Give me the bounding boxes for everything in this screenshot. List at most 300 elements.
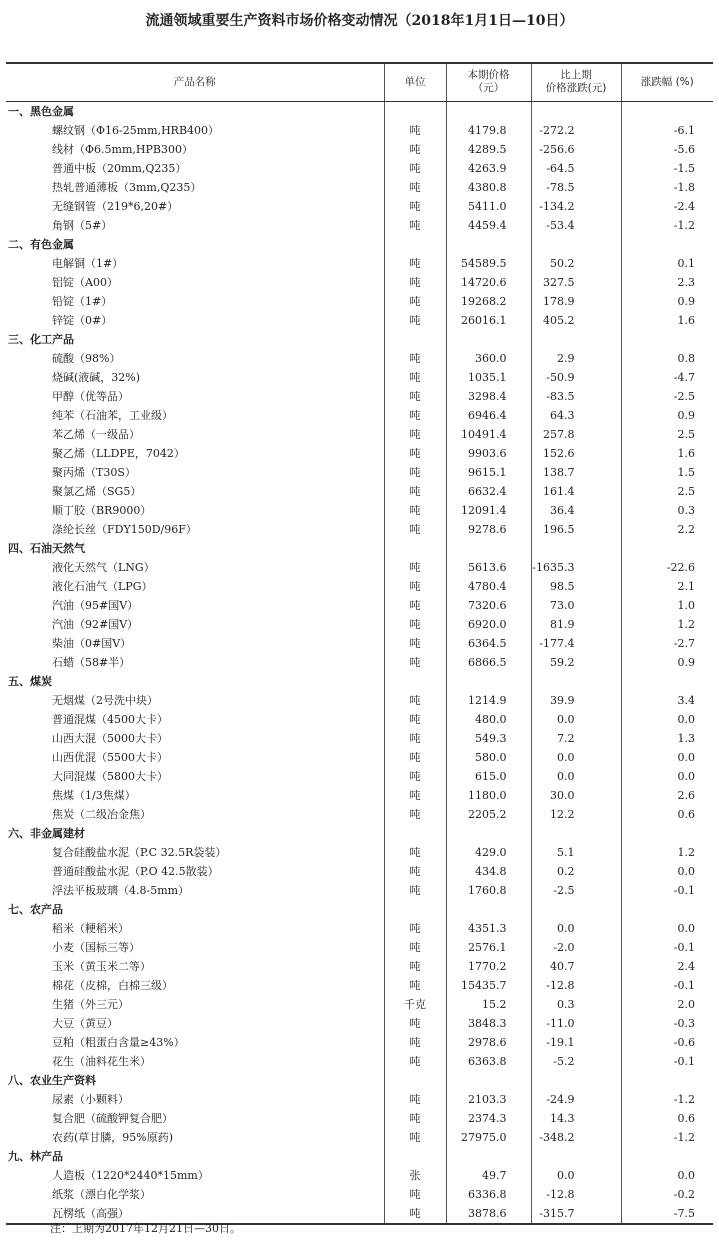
unit-cell: 吨 bbox=[384, 349, 446, 368]
table-row bbox=[6, 615, 713, 634]
category-label: 二、有色金属 bbox=[8, 237, 74, 251]
change-percent-cell: 2.6 bbox=[621, 786, 713, 805]
price-change-cell: -12.8 bbox=[531, 1185, 621, 1204]
change-percent-cell: 0.9 bbox=[621, 292, 713, 311]
product-name-cell: 聚乙烯（LLDPE，7042） bbox=[52, 446, 185, 460]
price-cell: 480.0 bbox=[446, 710, 531, 729]
empty-cell bbox=[384, 672, 446, 691]
price-cell: 4780.4 bbox=[446, 577, 531, 596]
price-cell: 2103.3 bbox=[446, 1090, 531, 1109]
price-change-cell: 81.9 bbox=[531, 615, 621, 634]
price-cell: 434.8 bbox=[446, 862, 531, 881]
price-cell: 6336.8 bbox=[446, 1185, 531, 1204]
table-row bbox=[6, 596, 713, 615]
price-change-cell: -134.2 bbox=[531, 197, 621, 216]
product-name-cell: 焦煤（1/3焦煤） bbox=[52, 788, 136, 802]
change-percent-cell: 0.6 bbox=[621, 1109, 713, 1128]
empty-cell bbox=[446, 1147, 531, 1166]
product-name-cell: 瓦楞纸（高强） bbox=[6, 1204, 384, 1224]
table-row bbox=[6, 805, 713, 824]
unit-cell: 吨 bbox=[384, 1204, 446, 1224]
price-change-cell: -53.4 bbox=[531, 216, 621, 235]
unit-cell: 吨 bbox=[384, 368, 446, 387]
table-row bbox=[6, 292, 713, 311]
change-percent-cell: 3.4 bbox=[621, 691, 713, 710]
price-change-cell: 30.0 bbox=[531, 786, 621, 805]
table-row bbox=[6, 406, 713, 425]
change-percent-cell: -2.5 bbox=[621, 387, 713, 406]
empty-cell bbox=[531, 101, 621, 121]
empty-cell bbox=[531, 539, 621, 558]
page-title: 流通领域重要生产资料市场价格变动情况（2018年1月1日—10日） bbox=[145, 13, 574, 29]
footnote: 注：上期为2017年12月21日—30日。 bbox=[50, 1222, 241, 1235]
price-change-cell: 0.0 bbox=[531, 767, 621, 786]
empty-cell bbox=[384, 900, 446, 919]
price-cell: 3298.4 bbox=[446, 387, 531, 406]
product-name-cell: 液化石油气（LPG） bbox=[52, 579, 153, 593]
change-percent-cell: -7.5 bbox=[621, 1204, 713, 1224]
change-percent-cell: 0.3 bbox=[621, 501, 713, 520]
price-cell: 6920.0 bbox=[446, 615, 531, 634]
change-percent-cell: -4.7 bbox=[621, 368, 713, 387]
table-row bbox=[6, 1185, 713, 1204]
change-percent-cell: -6.1 bbox=[621, 121, 713, 140]
unit-cell: 吨 bbox=[384, 292, 446, 311]
product-name-cell: 苯乙烯（一级品） bbox=[52, 427, 140, 441]
price-change-cell: 5.1 bbox=[531, 843, 621, 862]
price-cell: 1180.0 bbox=[446, 786, 531, 805]
price-cell: 4289.5 bbox=[446, 140, 531, 159]
unit-cell: 吨 bbox=[384, 178, 446, 197]
price-cell: 1214.9 bbox=[446, 691, 531, 710]
change-percent-cell: -1.8 bbox=[621, 178, 713, 197]
header-unit: 单位 bbox=[384, 63, 446, 101]
price-change-cell: 152.6 bbox=[531, 444, 621, 463]
price-cell: 54589.5 bbox=[446, 254, 531, 273]
price-cell: 1035.1 bbox=[446, 368, 531, 387]
product-name-cell: 无缝钢管（219*6,20#） bbox=[52, 199, 179, 213]
category-row bbox=[6, 672, 713, 691]
empty-cell bbox=[531, 235, 621, 254]
price-cell: 6632.4 bbox=[446, 482, 531, 501]
price-cell: 49.7 bbox=[446, 1166, 531, 1185]
unit-cell: 吨 bbox=[384, 805, 446, 824]
empty-cell bbox=[384, 101, 446, 121]
change-percent-cell: 0.0 bbox=[621, 748, 713, 767]
product-name-cell: 液化天然气（LNG） bbox=[52, 560, 155, 574]
price-cell: 2374.3 bbox=[446, 1109, 531, 1128]
table-row bbox=[6, 501, 713, 520]
empty-cell bbox=[621, 1147, 713, 1166]
unit-cell: 吨 bbox=[384, 710, 446, 729]
change-percent-cell: -0.6 bbox=[621, 1033, 713, 1052]
price-change-cell: 0.0 bbox=[531, 919, 621, 938]
empty-cell bbox=[384, 1071, 446, 1090]
price-change-cell: -272.2 bbox=[531, 121, 621, 140]
price-change-cell: -78.5 bbox=[531, 178, 621, 197]
price-change-cell: 161.4 bbox=[531, 482, 621, 501]
price-cell: 7320.6 bbox=[446, 596, 531, 615]
empty-cell bbox=[621, 539, 713, 558]
category-row bbox=[6, 1147, 713, 1166]
price-change-cell: -24.9 bbox=[531, 1090, 621, 1109]
empty-cell bbox=[531, 900, 621, 919]
empty-cell bbox=[621, 900, 713, 919]
product-name-cell: 生猪（外三元） bbox=[52, 997, 129, 1011]
unit-cell: 吨 bbox=[384, 425, 446, 444]
price-cell: 1770.2 bbox=[446, 957, 531, 976]
unit-cell: 吨 bbox=[384, 919, 446, 938]
table-row bbox=[6, 634, 713, 653]
table-row bbox=[6, 843, 713, 862]
table-row bbox=[6, 1090, 713, 1109]
price-cell: 2576.1 bbox=[446, 938, 531, 957]
empty-cell bbox=[446, 235, 531, 254]
change-percent-cell: 1.5 bbox=[621, 463, 713, 482]
price-change-cell: -177.4 bbox=[531, 634, 621, 653]
product-name-cell: 小麦（国标三等） bbox=[52, 940, 140, 954]
change-percent-cell: 0.9 bbox=[621, 653, 713, 672]
table-row bbox=[6, 444, 713, 463]
table-row bbox=[6, 748, 713, 767]
unit-cell: 吨 bbox=[384, 1128, 446, 1147]
change-percent-cell: 0.0 bbox=[621, 919, 713, 938]
unit-cell: 吨 bbox=[384, 862, 446, 881]
product-name-cell: 焦炭（二级冶金焦） bbox=[52, 807, 151, 821]
price-change-cell: 73.0 bbox=[531, 596, 621, 615]
price-cell: 14720.6 bbox=[446, 273, 531, 292]
change-percent-cell: 1.6 bbox=[621, 311, 713, 330]
unit-cell: 吨 bbox=[384, 121, 446, 140]
table-row bbox=[6, 1166, 713, 1185]
unit-cell: 吨 bbox=[384, 387, 446, 406]
price-change-cell: -83.5 bbox=[531, 387, 621, 406]
change-percent-cell: 2.1 bbox=[621, 577, 713, 596]
table-row bbox=[6, 311, 713, 330]
change-percent-cell: 2.5 bbox=[621, 482, 713, 501]
price-change-cell: 2.9 bbox=[531, 349, 621, 368]
unit-cell: 千克 bbox=[384, 995, 446, 1014]
price-cell: 15.2 bbox=[446, 995, 531, 1014]
change-percent-cell: 0.0 bbox=[621, 862, 713, 881]
product-name-cell: 石蜡（58#半） bbox=[52, 655, 131, 669]
price-cell: 4351.3 bbox=[446, 919, 531, 938]
unit-cell: 吨 bbox=[384, 1033, 446, 1052]
header-change-percent: 涨跌幅 (%) bbox=[621, 63, 713, 101]
table-row bbox=[6, 1052, 713, 1071]
product-name-cell: 锌锭（0#） bbox=[52, 313, 113, 327]
category-label: 九、林产品 bbox=[8, 1149, 63, 1163]
price-change-cell: -12.8 bbox=[531, 976, 621, 995]
table-row bbox=[6, 995, 713, 1014]
price-change-cell: -348.2 bbox=[531, 1128, 621, 1147]
table-row bbox=[6, 159, 713, 178]
change-percent-cell: -0.1 bbox=[621, 976, 713, 995]
table-row bbox=[6, 197, 713, 216]
change-percent-cell: 2.5 bbox=[621, 425, 713, 444]
price-change-cell: 405.2 bbox=[531, 311, 621, 330]
unit-cell: 吨 bbox=[384, 197, 446, 216]
empty-cell bbox=[531, 1071, 621, 1090]
product-name-cell: 大豆（黄豆） bbox=[52, 1016, 118, 1030]
product-name-cell: 豆粕（粗蛋白含量≥43%） bbox=[52, 1035, 185, 1049]
table-row bbox=[6, 1033, 713, 1052]
table-row bbox=[6, 767, 713, 786]
product-name-cell: 聚丙烯（T30S） bbox=[52, 465, 136, 479]
price-cell: 615.0 bbox=[446, 767, 531, 786]
empty-cell bbox=[446, 672, 531, 691]
table-row bbox=[6, 881, 713, 900]
price-change-cell: 0.0 bbox=[531, 748, 621, 767]
product-name-cell: 山西优混（5500大卡） bbox=[52, 750, 168, 764]
table-row bbox=[6, 938, 713, 957]
product-name-cell: 铝锭（A00） bbox=[52, 275, 118, 289]
unit-cell: 吨 bbox=[384, 463, 446, 482]
product-name-cell: 复合硅酸盐水泥（P.C 32.5R袋装） bbox=[52, 845, 227, 859]
unit-cell: 吨 bbox=[384, 976, 446, 995]
change-percent-cell: -1.2 bbox=[621, 216, 713, 235]
unit-cell: 张 bbox=[384, 1166, 446, 1185]
unit-cell: 吨 bbox=[384, 558, 446, 577]
empty-cell bbox=[446, 539, 531, 558]
category-label: 八、农业生产资料 bbox=[8, 1073, 96, 1087]
unit-cell: 吨 bbox=[384, 406, 446, 425]
category-label: 四、石油天然气 bbox=[8, 541, 85, 555]
empty-cell bbox=[446, 824, 531, 843]
category-row bbox=[6, 1071, 713, 1090]
empty-cell bbox=[384, 330, 446, 349]
change-percent-cell: -0.1 bbox=[621, 938, 713, 957]
price-change-cell: -50.9 bbox=[531, 368, 621, 387]
price-change-cell: -5.2 bbox=[531, 1052, 621, 1071]
change-percent-cell: 1.3 bbox=[621, 729, 713, 748]
category-row bbox=[6, 900, 713, 919]
product-name-cell: 顺丁胶（BR9000） bbox=[52, 503, 152, 517]
price-change-cell: 98.5 bbox=[531, 577, 621, 596]
change-percent-cell: 0.6 bbox=[621, 805, 713, 824]
empty-cell bbox=[446, 1071, 531, 1090]
table-row bbox=[6, 653, 713, 672]
change-percent-cell: -1.5 bbox=[621, 159, 713, 178]
unit-cell: 吨 bbox=[384, 216, 446, 235]
product-name-cell: 花生（油料花生米） bbox=[52, 1054, 151, 1068]
change-percent-cell: -1.2 bbox=[621, 1128, 713, 1147]
change-percent-cell: 0.0 bbox=[621, 767, 713, 786]
price-cell: 6946.4 bbox=[446, 406, 531, 425]
table-row bbox=[6, 273, 713, 292]
table-row bbox=[6, 349, 713, 368]
price-cell: 3878.6 bbox=[446, 1204, 531, 1224]
unit-cell: 吨 bbox=[384, 748, 446, 767]
unit-cell: 吨 bbox=[384, 615, 446, 634]
price-change-cell: 40.7 bbox=[531, 957, 621, 976]
empty-cell bbox=[531, 1147, 621, 1166]
empty-cell bbox=[621, 101, 713, 121]
price-cell: 6866.5 bbox=[446, 653, 531, 672]
unit-cell: 吨 bbox=[384, 938, 446, 957]
price-cell: 6364.5 bbox=[446, 634, 531, 653]
product-name-cell: 浮法平板玻璃（4.8-5mm） bbox=[52, 883, 190, 897]
change-percent-cell: -0.1 bbox=[621, 1052, 713, 1071]
price-change-cell: 50.2 bbox=[531, 254, 621, 273]
change-percent-cell: -0.1 bbox=[621, 881, 713, 900]
product-name-cell: 汽油（95#国Ⅴ） bbox=[52, 598, 139, 612]
table-row bbox=[6, 520, 713, 539]
empty-cell bbox=[384, 1147, 446, 1166]
table-row bbox=[6, 1109, 713, 1128]
product-name-cell: 无烟煤（2号洗中块） bbox=[52, 693, 158, 707]
table-row bbox=[6, 178, 713, 197]
change-percent-cell: 1.2 bbox=[621, 615, 713, 634]
change-percent-cell: 0.0 bbox=[621, 1166, 713, 1185]
price-cell: 6363.8 bbox=[446, 1052, 531, 1071]
empty-cell bbox=[384, 235, 446, 254]
product-name-cell: 电解铜（1#） bbox=[52, 256, 124, 270]
empty-cell bbox=[446, 900, 531, 919]
price-change-cell: 178.9 bbox=[531, 292, 621, 311]
price-change-cell: 138.7 bbox=[531, 463, 621, 482]
price-change-cell: 36.4 bbox=[531, 501, 621, 520]
unit-cell: 吨 bbox=[384, 767, 446, 786]
empty-cell bbox=[446, 101, 531, 121]
change-percent-cell: 0.1 bbox=[621, 254, 713, 273]
product-name-cell: 铅锭（1#） bbox=[52, 294, 113, 308]
product-name-cell: 人造板（1220*2440*15mm） bbox=[52, 1168, 209, 1182]
unit-cell: 吨 bbox=[384, 254, 446, 273]
price-cell: 360.0 bbox=[446, 349, 531, 368]
price-change-cell: -2.5 bbox=[531, 881, 621, 900]
product-name-cell: 聚氯乙烯（SG5） bbox=[52, 484, 142, 498]
category-row bbox=[6, 539, 713, 558]
empty-cell bbox=[384, 539, 446, 558]
price-change-cell: 59.2 bbox=[531, 653, 621, 672]
empty-cell bbox=[621, 330, 713, 349]
category-label: 六、非金属建材 bbox=[8, 826, 85, 840]
table-row bbox=[6, 558, 713, 577]
price-change-cell: 64.3 bbox=[531, 406, 621, 425]
change-percent-cell: 2.3 bbox=[621, 273, 713, 292]
change-percent-cell: 0.8 bbox=[621, 349, 713, 368]
price-change-cell: -256.6 bbox=[531, 140, 621, 159]
table-row bbox=[6, 254, 713, 273]
product-name-cell: 涤纶长丝（FDY150D/96F） bbox=[52, 522, 197, 536]
price-change-cell: -19.1 bbox=[531, 1033, 621, 1052]
product-name-cell: 山西大混（5000大卡） bbox=[52, 731, 168, 745]
category-row bbox=[6, 101, 713, 121]
product-name-cell: 热轧普通薄板（3mm,Q235） bbox=[52, 180, 202, 194]
table-row bbox=[6, 919, 713, 938]
change-percent-cell: -0.2 bbox=[621, 1185, 713, 1204]
change-percent-cell: 0.9 bbox=[621, 406, 713, 425]
empty-cell bbox=[446, 330, 531, 349]
price-cell: 2205.2 bbox=[446, 805, 531, 824]
unit-cell: 吨 bbox=[384, 444, 446, 463]
table-row bbox=[6, 425, 713, 444]
table-row bbox=[6, 786, 713, 805]
price-change-cell: -2.0 bbox=[531, 938, 621, 957]
change-percent-cell: 0.0 bbox=[621, 710, 713, 729]
unit-cell: 吨 bbox=[384, 311, 446, 330]
product-name-cell: 线材（Φ6.5mm,HPB300） bbox=[52, 142, 193, 156]
change-percent-cell: -1.2 bbox=[621, 1090, 713, 1109]
empty-cell bbox=[531, 672, 621, 691]
product-name-cell: 甲醇（优等品） bbox=[52, 389, 129, 403]
empty-cell bbox=[531, 330, 621, 349]
price-cell: 9615.1 bbox=[446, 463, 531, 482]
price-cell: 4380.8 bbox=[446, 178, 531, 197]
unit-cell: 吨 bbox=[384, 1185, 446, 1204]
unit-cell: 吨 bbox=[384, 140, 446, 159]
product-name-cell: 棉花（皮棉，白棉三级） bbox=[52, 978, 173, 992]
table-row bbox=[6, 1014, 713, 1033]
unit-cell: 吨 bbox=[384, 159, 446, 178]
product-name-cell: 普通混煤（4500大卡） bbox=[52, 712, 168, 726]
product-name-cell: 纯苯（石油苯，工业级） bbox=[52, 408, 173, 422]
unit-cell: 吨 bbox=[384, 786, 446, 805]
table-row bbox=[6, 577, 713, 596]
price-cell: 5613.6 bbox=[446, 558, 531, 577]
product-name-cell: 大同混煤（5800大卡） bbox=[52, 769, 168, 783]
unit-cell: 吨 bbox=[384, 1109, 446, 1128]
table-row bbox=[6, 976, 713, 995]
unit-cell: 吨 bbox=[384, 1090, 446, 1109]
table-row bbox=[6, 121, 713, 140]
product-name-cell: 玉米（黄玉米二等） bbox=[52, 959, 151, 973]
category-row bbox=[6, 824, 713, 843]
price-change-cell: 7.2 bbox=[531, 729, 621, 748]
price-change-cell: 0.0 bbox=[531, 710, 621, 729]
product-name-cell: 纸浆（漂白化学浆） bbox=[52, 1187, 151, 1201]
price-cell: 26016.1 bbox=[446, 311, 531, 330]
category-row bbox=[6, 235, 713, 254]
price-change-cell: 196.5 bbox=[531, 520, 621, 539]
price-cell: 5411.0 bbox=[446, 197, 531, 216]
price-cell: 10491.4 bbox=[446, 425, 531, 444]
product-name-cell: 复合肥（硫酸钾复合肥） bbox=[52, 1111, 173, 1125]
product-name-cell: 汽油（92#国Ⅴ） bbox=[52, 617, 139, 631]
price-cell: 19268.2 bbox=[446, 292, 531, 311]
price-change-cell: -11.0 bbox=[531, 1014, 621, 1033]
category-row bbox=[6, 330, 713, 349]
product-name-cell: 烧碱(液碱，32%) bbox=[52, 370, 141, 384]
unit-cell: 吨 bbox=[384, 1052, 446, 1071]
unit-cell: 吨 bbox=[384, 634, 446, 653]
table-header-row bbox=[6, 63, 713, 101]
category-label: 五、煤炭 bbox=[8, 674, 52, 688]
unit-cell: 吨 bbox=[384, 843, 446, 862]
price-cell: 580.0 bbox=[446, 748, 531, 767]
price-cell: 15435.7 bbox=[446, 976, 531, 995]
product-name-cell: 硫酸（98%） bbox=[52, 351, 121, 365]
price-cell: 9903.6 bbox=[446, 444, 531, 463]
unit-cell: 吨 bbox=[384, 653, 446, 672]
price-cell: 429.0 bbox=[446, 843, 531, 862]
change-percent-cell: 2.2 bbox=[621, 520, 713, 539]
price-change-cell: 0.0 bbox=[531, 1166, 621, 1185]
change-percent-cell: -22.6 bbox=[621, 558, 713, 577]
price-cell: 3848.3 bbox=[446, 1014, 531, 1033]
category-label: 七、农产品 bbox=[8, 902, 63, 916]
price-change-cell: -315.7 bbox=[531, 1204, 621, 1224]
table-row bbox=[6, 463, 713, 482]
table-row bbox=[6, 729, 713, 748]
header-current-price: 本期价格 （元） bbox=[446, 63, 531, 101]
table-row bbox=[6, 216, 713, 235]
price-change-cell: 14.3 bbox=[531, 1109, 621, 1128]
table-row bbox=[6, 140, 713, 159]
product-name-cell: 柴油（0#国Ⅴ） bbox=[52, 636, 132, 650]
product-name-cell: 尿素（小颗料） bbox=[52, 1092, 129, 1106]
